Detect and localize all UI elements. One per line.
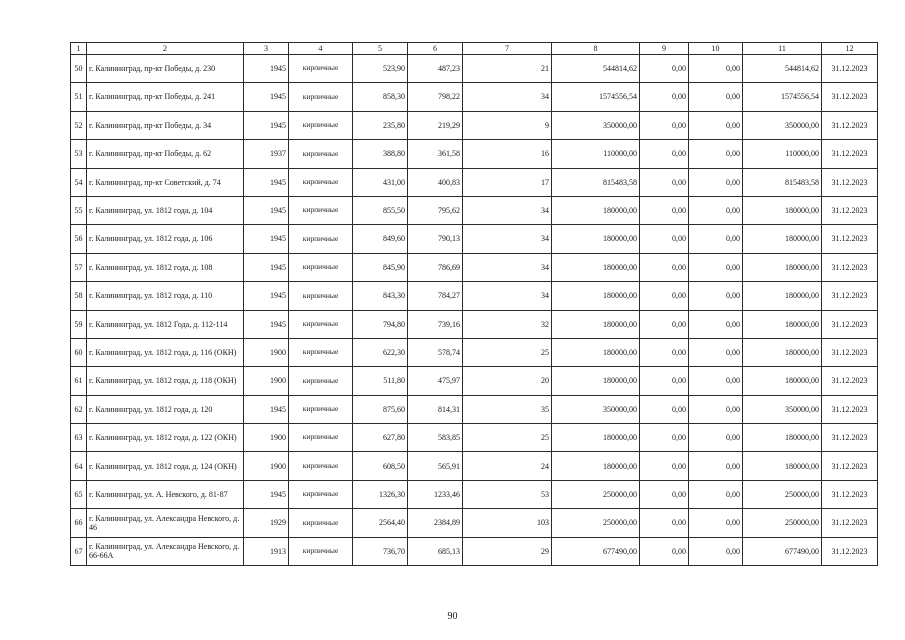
cell-total-area: 875,60 xyxy=(353,395,408,423)
cell-completion-date: 31.12.2023 xyxy=(822,196,878,224)
cell-year-built: 1945 xyxy=(244,282,289,310)
cell-address: г. Калининград, пр-кт Победы, д. 62 xyxy=(87,140,244,168)
cell-wall-material: кирпичные xyxy=(289,509,353,537)
cell-row-number: 61 xyxy=(71,367,87,395)
cell-address: г. Калининград, ул. Александра Невского, д. 66-66А xyxy=(87,537,244,565)
table-row xyxy=(71,83,878,111)
cell-cost-col-9: 0,00 xyxy=(640,111,689,139)
cell-total-area: 845,90 xyxy=(353,253,408,281)
cell-cost-col-11: 180000,00 xyxy=(743,282,822,310)
cell-living-area: 565,91 xyxy=(408,452,463,480)
cell-residents: 21 xyxy=(463,55,552,83)
column-header: 11 xyxy=(743,43,822,55)
cell-completion-date: 31.12.2023 xyxy=(822,225,878,253)
cell-cost-col-9: 0,00 xyxy=(640,537,689,565)
cell-cost-col-9: 0,00 xyxy=(640,509,689,537)
cell-year-built: 1945 xyxy=(244,395,289,423)
cell-total-area: 794,80 xyxy=(353,310,408,338)
cell-living-area: 583,85 xyxy=(408,424,463,452)
cell-living-area: 814,31 xyxy=(408,395,463,423)
table-row xyxy=(71,225,878,253)
cell-cost-col-10: 0,00 xyxy=(689,509,743,537)
column-header: 1 xyxy=(71,43,87,55)
data-table xyxy=(70,42,878,566)
cell-residents: 34 xyxy=(463,196,552,224)
cell-residents: 103 xyxy=(463,509,552,537)
cell-cost-col-10: 0,00 xyxy=(689,225,743,253)
cell-row-number: 59 xyxy=(71,310,87,338)
cell-row-number: 52 xyxy=(71,111,87,139)
cell-total-cost: 350000,00 xyxy=(552,395,640,423)
cell-year-built: 1929 xyxy=(244,509,289,537)
cell-cost-col-9: 0,00 xyxy=(640,140,689,168)
table-row xyxy=(71,282,878,310)
cell-total-cost: 180000,00 xyxy=(552,225,640,253)
cell-cost-col-9: 0,00 xyxy=(640,253,689,281)
cell-residents: 32 xyxy=(463,310,552,338)
cell-total-cost: 110000,00 xyxy=(552,140,640,168)
cell-completion-date: 31.12.2023 xyxy=(822,452,878,480)
cell-total-cost: 180000,00 xyxy=(552,310,640,338)
cell-year-built: 1900 xyxy=(244,367,289,395)
cell-total-cost: 250000,00 xyxy=(552,480,640,508)
cell-living-area: 361,58 xyxy=(408,140,463,168)
cell-total-area: 622,30 xyxy=(353,338,408,366)
cell-row-number: 53 xyxy=(71,140,87,168)
cell-wall-material: кирпичные xyxy=(289,225,353,253)
column-header: 2 xyxy=(87,43,244,55)
table-row xyxy=(71,310,878,338)
cell-row-number: 55 xyxy=(71,196,87,224)
table-row xyxy=(71,55,878,83)
cell-row-number: 63 xyxy=(71,424,87,452)
cell-living-area: 786,69 xyxy=(408,253,463,281)
cell-completion-date: 31.12.2023 xyxy=(822,367,878,395)
cell-address: г. Калининград, ул. 1812 года, д. 110 xyxy=(87,282,244,310)
cell-cost-col-9: 0,00 xyxy=(640,338,689,366)
cell-living-area: 400,83 xyxy=(408,168,463,196)
cell-address: г. Калининград, ул. 1812 года, д. 106 xyxy=(87,225,244,253)
cell-row-number: 54 xyxy=(71,168,87,196)
cell-residents: 24 xyxy=(463,452,552,480)
cell-cost-col-10: 0,00 xyxy=(689,253,743,281)
cell-row-number: 66 xyxy=(71,509,87,537)
cell-cost-col-9: 0,00 xyxy=(640,424,689,452)
cell-living-area: 487,23 xyxy=(408,55,463,83)
cell-cost-col-11: 250000,00 xyxy=(743,480,822,508)
table-row xyxy=(71,111,878,139)
cell-residents: 9 xyxy=(463,111,552,139)
cell-address: г. Калининград, ул. 1812 Года, д. 112-114 xyxy=(87,310,244,338)
cell-year-built: 1945 xyxy=(244,253,289,281)
cell-completion-date: 31.12.2023 xyxy=(822,424,878,452)
cell-year-built: 1900 xyxy=(244,452,289,480)
cell-cost-col-11: 350000,00 xyxy=(743,395,822,423)
cell-cost-col-10: 0,00 xyxy=(689,111,743,139)
cell-residents: 34 xyxy=(463,83,552,111)
cell-year-built: 1937 xyxy=(244,140,289,168)
cell-living-area: 790,13 xyxy=(408,225,463,253)
cell-wall-material: кирпичные xyxy=(289,83,353,111)
cell-row-number: 57 xyxy=(71,253,87,281)
cell-cost-col-11: 180000,00 xyxy=(743,424,822,452)
cell-address: г. Калининград, ул. 1812 года, д. 116 (ОКН) xyxy=(87,338,244,366)
cell-total-area: 849,60 xyxy=(353,225,408,253)
cell-cost-col-10: 0,00 xyxy=(689,310,743,338)
cell-residents: 34 xyxy=(463,225,552,253)
cell-completion-date: 31.12.2023 xyxy=(822,338,878,366)
cell-cost-col-9: 0,00 xyxy=(640,395,689,423)
cell-row-number: 67 xyxy=(71,537,87,565)
cell-year-built: 1945 xyxy=(244,83,289,111)
cell-row-number: 56 xyxy=(71,225,87,253)
cell-total-area: 523,90 xyxy=(353,55,408,83)
cell-wall-material: кирпичные xyxy=(289,424,353,452)
cell-total-area: 431,00 xyxy=(353,168,408,196)
cell-cost-col-11: 250000,00 xyxy=(743,509,822,537)
cell-residents: 35 xyxy=(463,395,552,423)
table-row xyxy=(71,395,878,423)
cell-wall-material: кирпичные xyxy=(289,480,353,508)
cell-completion-date: 31.12.2023 xyxy=(822,310,878,338)
table-row xyxy=(71,253,878,281)
cell-total-area: 511,80 xyxy=(353,367,408,395)
cell-wall-material: кирпичные xyxy=(289,111,353,139)
cell-wall-material: кирпичные xyxy=(289,140,353,168)
cell-cost-col-10: 0,00 xyxy=(689,55,743,83)
cell-completion-date: 31.12.2023 xyxy=(822,480,878,508)
cell-wall-material: кирпичные xyxy=(289,253,353,281)
cell-cost-col-9: 0,00 xyxy=(640,367,689,395)
table-row xyxy=(71,537,878,565)
cell-completion-date: 31.12.2023 xyxy=(822,253,878,281)
cell-total-cost: 677490,00 xyxy=(552,537,640,565)
column-header: 4 xyxy=(289,43,353,55)
cell-completion-date: 31.12.2023 xyxy=(822,395,878,423)
cell-cost-col-10: 0,00 xyxy=(689,196,743,224)
cell-cost-col-10: 0,00 xyxy=(689,140,743,168)
table-header-row xyxy=(71,43,878,55)
page-number: 90 xyxy=(447,611,458,622)
cell-total-cost: 250000,00 xyxy=(552,509,640,537)
cell-cost-col-11: 180000,00 xyxy=(743,196,822,224)
cell-cost-col-11: 815483,58 xyxy=(743,168,822,196)
cell-cost-col-9: 0,00 xyxy=(640,225,689,253)
table-row xyxy=(71,338,878,366)
cell-total-cost: 180000,00 xyxy=(552,424,640,452)
cell-total-area: 388,80 xyxy=(353,140,408,168)
cell-cost-col-11: 180000,00 xyxy=(743,310,822,338)
cell-completion-date: 31.12.2023 xyxy=(822,537,878,565)
cell-completion-date: 31.12.2023 xyxy=(822,140,878,168)
cell-cost-col-10: 0,00 xyxy=(689,168,743,196)
cell-wall-material: кирпичные xyxy=(289,537,353,565)
cell-total-area: 736,70 xyxy=(353,537,408,565)
cell-cost-col-9: 0,00 xyxy=(640,55,689,83)
cell-wall-material: кирпичные xyxy=(289,55,353,83)
cell-year-built: 1945 xyxy=(244,111,289,139)
cell-completion-date: 31.12.2023 xyxy=(822,111,878,139)
cell-cost-col-10: 0,00 xyxy=(689,452,743,480)
cell-living-area: 578,74 xyxy=(408,338,463,366)
cell-address: г. Калининград, ул. 1812 года, д. 122 (ОКН) xyxy=(87,424,244,452)
cell-wall-material: кирпичные xyxy=(289,452,353,480)
cell-completion-date: 31.12.2023 xyxy=(822,509,878,537)
cell-living-area: 219,29 xyxy=(408,111,463,139)
cell-row-number: 50 xyxy=(71,55,87,83)
cell-residents: 34 xyxy=(463,253,552,281)
cell-total-area: 235,80 xyxy=(353,111,408,139)
cell-living-area: 1233,46 xyxy=(408,480,463,508)
cell-residents: 25 xyxy=(463,338,552,366)
table-row xyxy=(71,452,878,480)
cell-total-cost: 180000,00 xyxy=(552,367,640,395)
cell-cost-col-10: 0,00 xyxy=(689,537,743,565)
cell-year-built: 1900 xyxy=(244,338,289,366)
cell-address: г. Калининград, ул. 1812 года, д. 104 xyxy=(87,196,244,224)
cell-living-area: 798,22 xyxy=(408,83,463,111)
cell-total-area: 858,30 xyxy=(353,83,408,111)
cell-cost-col-9: 0,00 xyxy=(640,83,689,111)
table-row xyxy=(71,480,878,508)
cell-address: г. Калининград, ул. А. Невского, д. 81-87 xyxy=(87,480,244,508)
cell-year-built: 1945 xyxy=(244,480,289,508)
cell-living-area: 2384,89 xyxy=(408,509,463,537)
cell-address: г. Калининград, пр-кт Победы, д. 241 xyxy=(87,83,244,111)
cell-total-area: 2564,40 xyxy=(353,509,408,537)
cell-wall-material: кирпичные xyxy=(289,168,353,196)
table-body xyxy=(71,43,878,566)
cell-address: г. Калининград, ул. 1812 года, д. 120 xyxy=(87,395,244,423)
column-header: 7 xyxy=(463,43,552,55)
cell-cost-col-11: 544814,62 xyxy=(743,55,822,83)
cell-residents: 17 xyxy=(463,168,552,196)
cell-residents: 16 xyxy=(463,140,552,168)
cell-cost-col-11: 180000,00 xyxy=(743,452,822,480)
cell-total-cost: 180000,00 xyxy=(552,196,640,224)
cell-address: г. Калининград, ул. 1812 года, д. 124 (ОКН) xyxy=(87,452,244,480)
cell-residents: 29 xyxy=(463,537,552,565)
cell-total-area: 627,80 xyxy=(353,424,408,452)
table-row xyxy=(71,168,878,196)
cell-cost-col-11: 677490,00 xyxy=(743,537,822,565)
cell-total-cost: 180000,00 xyxy=(552,452,640,480)
cell-row-number: 51 xyxy=(71,83,87,111)
cell-living-area: 475,97 xyxy=(408,367,463,395)
cell-wall-material: кирпичные xyxy=(289,367,353,395)
cell-cost-col-10: 0,00 xyxy=(689,338,743,366)
column-header: 5 xyxy=(353,43,408,55)
table-row xyxy=(71,196,878,224)
cell-cost-col-10: 0,00 xyxy=(689,480,743,508)
column-header: 8 xyxy=(552,43,640,55)
column-header: 10 xyxy=(689,43,743,55)
cell-total-cost: 350000,00 xyxy=(552,111,640,139)
cell-living-area: 685,13 xyxy=(408,537,463,565)
cell-living-area: 795,62 xyxy=(408,196,463,224)
cell-cost-col-9: 0,00 xyxy=(640,310,689,338)
cell-row-number: 64 xyxy=(71,452,87,480)
cell-cost-col-11: 180000,00 xyxy=(743,367,822,395)
cell-residents: 25 xyxy=(463,424,552,452)
cell-row-number: 62 xyxy=(71,395,87,423)
cell-cost-col-11: 180000,00 xyxy=(743,253,822,281)
cell-cost-col-10: 0,00 xyxy=(689,424,743,452)
cell-cost-col-11: 180000,00 xyxy=(743,338,822,366)
column-header: 6 xyxy=(408,43,463,55)
column-header: 9 xyxy=(640,43,689,55)
table-row xyxy=(71,367,878,395)
cell-cost-col-9: 0,00 xyxy=(640,282,689,310)
table-row xyxy=(71,140,878,168)
cell-total-cost: 180000,00 xyxy=(552,338,640,366)
cell-cost-col-10: 0,00 xyxy=(689,83,743,111)
cell-address: г. Калининград, ул. 1812 года, д. 118 (ОКН) xyxy=(87,367,244,395)
cell-total-area: 843,30 xyxy=(353,282,408,310)
cell-address: г. Калининград, пр-кт Победы, д. 34 xyxy=(87,111,244,139)
cell-row-number: 58 xyxy=(71,282,87,310)
cell-row-number: 60 xyxy=(71,338,87,366)
cell-living-area: 784,27 xyxy=(408,282,463,310)
cell-wall-material: кирпичные xyxy=(289,282,353,310)
table-row xyxy=(71,424,878,452)
cell-total-area: 855,50 xyxy=(353,196,408,224)
cell-cost-col-9: 0,00 xyxy=(640,168,689,196)
cell-cost-col-11: 110000,00 xyxy=(743,140,822,168)
cell-cost-col-10: 0,00 xyxy=(689,367,743,395)
cell-total-cost: 1574556,54 xyxy=(552,83,640,111)
cell-year-built: 1900 xyxy=(244,424,289,452)
cell-completion-date: 31.12.2023 xyxy=(822,282,878,310)
cell-completion-date: 31.12.2023 xyxy=(822,168,878,196)
column-header: 3 xyxy=(244,43,289,55)
cell-total-area: 1326,30 xyxy=(353,480,408,508)
cell-completion-date: 31.12.2023 xyxy=(822,83,878,111)
cell-year-built: 1945 xyxy=(244,168,289,196)
cell-residents: 53 xyxy=(463,480,552,508)
cell-address: г. Калининград, ул. Александра Невского, д. 46 xyxy=(87,509,244,537)
cell-year-built: 1945 xyxy=(244,310,289,338)
cell-residents: 34 xyxy=(463,282,552,310)
cell-year-built: 1945 xyxy=(244,196,289,224)
column-header: 12 xyxy=(822,43,878,55)
cell-cost-col-10: 0,00 xyxy=(689,282,743,310)
cell-cost-col-11: 350000,00 xyxy=(743,111,822,139)
cell-wall-material: кирпичные xyxy=(289,310,353,338)
cell-living-area: 739,16 xyxy=(408,310,463,338)
cell-wall-material: кирпичные xyxy=(289,338,353,366)
cell-cost-col-9: 0,00 xyxy=(640,452,689,480)
cell-address: г. Калининград, пр-кт Советский, д. 74 xyxy=(87,168,244,196)
cell-row-number: 65 xyxy=(71,480,87,508)
cell-total-cost: 544814,62 xyxy=(552,55,640,83)
cell-cost-col-9: 0,00 xyxy=(640,480,689,508)
cell-address: г. Калининград, ул. 1812 года, д. 108 xyxy=(87,253,244,281)
table-row xyxy=(71,509,878,537)
cell-cost-col-11: 180000,00 xyxy=(743,225,822,253)
cell-total-cost: 180000,00 xyxy=(552,253,640,281)
cell-completion-date: 31.12.2023 xyxy=(822,55,878,83)
cell-year-built: 1945 xyxy=(244,225,289,253)
cell-address: г. Калининград, пр-кт Победы, д. 230 xyxy=(87,55,244,83)
cell-wall-material: кирпичные xyxy=(289,395,353,423)
cell-cost-col-10: 0,00 xyxy=(689,395,743,423)
cell-cost-col-9: 0,00 xyxy=(640,196,689,224)
cell-year-built: 1913 xyxy=(244,537,289,565)
cell-cost-col-11: 1574556,54 xyxy=(743,83,822,111)
cell-total-cost: 815483,58 xyxy=(552,168,640,196)
cell-year-built: 1945 xyxy=(244,55,289,83)
cell-total-cost: 180000,00 xyxy=(552,282,640,310)
cell-total-area: 608,50 xyxy=(353,452,408,480)
cell-wall-material: кирпичные xyxy=(289,196,353,224)
cell-residents: 20 xyxy=(463,367,552,395)
